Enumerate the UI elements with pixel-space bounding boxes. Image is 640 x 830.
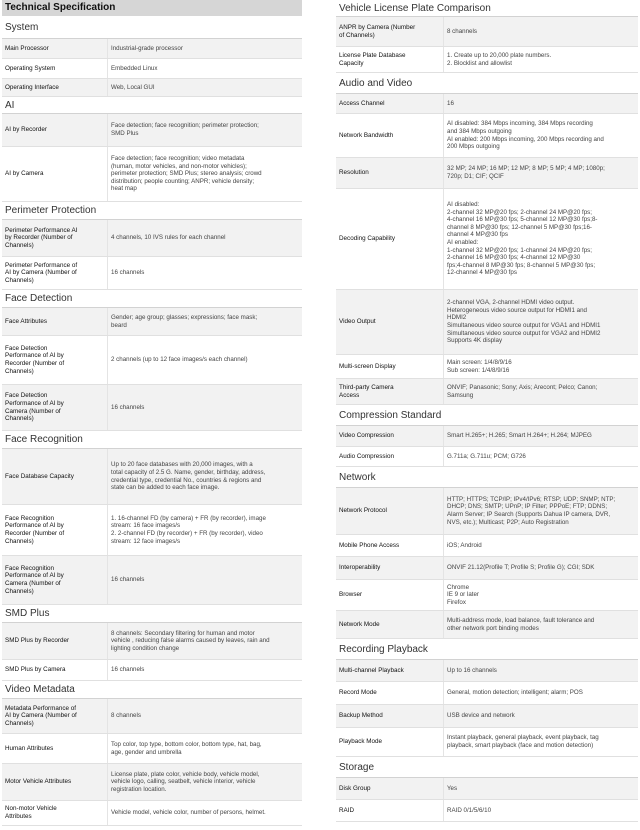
spec-label: Multi-screen Display <box>336 355 444 378</box>
spec-row <box>336 17 638 47</box>
spec-value: Up to 20 face databases with 20,000 images, with a total capacity of 2.5 G. Name, gender, birthday, address, credential type, credential No., countries & regions and state can be added to each face image. <box>111 461 266 492</box>
spec-value: Instant playback, general playback, event playback, tag playback, smart playback (face and motion detection) <box>447 734 599 749</box>
spec-value: 16 <box>447 99 454 107</box>
spec-row <box>336 728 638 757</box>
spec-row <box>336 447 638 467</box>
spec-row <box>2 385 302 431</box>
spec-label: Network Protocol <box>336 488 444 534</box>
section-header-vehicle-license-plate-comparison: Vehicle License Plate Comparison <box>336 0 638 17</box>
spec-value: Up to 16 channels <box>447 666 497 674</box>
spec-row <box>336 800 638 822</box>
spec-label: Browser <box>336 580 444 610</box>
spec-label: Video Compression <box>336 426 444 446</box>
spec-row <box>2 59 302 79</box>
spec-label: License Plate Database Capacity <box>336 47 444 72</box>
spec-row <box>2 220 302 257</box>
spec-value: License plate, plate color, vehicle body, vehicle model, vehicle logo, calling, seatbelt, vehicle interior, vehicle registration location. <box>111 770 260 793</box>
spec-row <box>2 699 302 734</box>
spec-row <box>2 449 302 505</box>
section-header-network: Network <box>336 467 638 488</box>
spec-row <box>2 257 302 290</box>
spec-label: Access Channel <box>336 94 444 113</box>
spec-row <box>2 39 302 59</box>
section-header-face-recognition: Face Recognition <box>2 431 302 449</box>
section-header-face-detection: Face Detection <box>2 290 302 308</box>
spec-value: 2-channel VGA, 2-channel HDMI video output. Heterogeneous video source output for HDMI1 and HDMI2 Simultaneous video source output for VGA1 and HDMI1 Simultaneous video source output for VGA2 and HDMI2 Supports 4K display <box>447 299 601 345</box>
spec-value: iOS; Android <box>447 541 482 549</box>
document-title: Technical Specification <box>2 0 302 16</box>
spec-value: Web, Local GUI <box>111 83 155 91</box>
spec-value: 16 channels <box>111 576 145 584</box>
spec-value: 1. Create up to 20,000 plate numbers. 2. Blocklist and allowlist <box>447 51 552 67</box>
spec-row <box>336 660 638 682</box>
section-header-smd-plus: SMD Plus <box>2 605 302 623</box>
left-column <box>2 0 302 826</box>
spec-row <box>336 557 638 580</box>
spec-row <box>336 379 638 405</box>
spec-label: Interoperability <box>336 557 444 579</box>
spec-value: Multi-address mode, load balance, fault tolerance and other network port binding modes <box>447 616 595 632</box>
spec-row <box>2 114 302 147</box>
spec-label: Face Recognition Performance of AI by Recorder (Number of Channels) <box>2 505 108 555</box>
spec-label: Perimeter Performance AI by Recorder (Number of Channels) <box>2 220 108 256</box>
spec-value: Main screen: 1/4/8/9/16 Sub screen: 1/4/8/9/16 <box>447 358 512 374</box>
spec-value: General, motion detection; intelligent; alarm; POS <box>447 689 583 697</box>
spec-value: Embedded Linux <box>111 64 158 72</box>
section-header-video-metadata: Video Metadata <box>2 681 302 699</box>
spec-label: AI by Camera <box>2 147 108 201</box>
spec-label: AI by Recorder <box>2 114 108 146</box>
section-header-storage: Storage <box>336 757 638 778</box>
spec-row <box>336 189 638 290</box>
spec-row <box>336 682 638 705</box>
spec-label: Face Database Capacity <box>2 449 108 504</box>
spec-row <box>336 705 638 728</box>
spec-value: HTTP; HTTPS; TCP/IP; IPv4/IPv6; RTSP; UDP; SNMP; NTP; DHCP; DNS; SMTP; UPnP; IP Filter; PPPoE; FTP; DDNS; Alarm Server; IP Search (Supports Dahua IP camera, DVR, NVS, etc.); Multicast; P2P; Auto Registration <box>447 495 616 526</box>
spec-label: SMD Plus by Camera <box>2 660 108 680</box>
spec-label: Playback Mode <box>336 728 444 756</box>
spec-label: Main Processor <box>2 39 108 58</box>
spec-value: Face detection; face recognition; video metadata (human, motor vehicles, and non-motor vehicles); perimeter protection; SMD Plus; stereo analysis; crowd distribution; people counting; ANPR; vehicle density; heat map <box>111 155 262 193</box>
spec-label: Operating Interface <box>2 79 108 96</box>
spec-row <box>336 535 638 557</box>
spec-label: Metadata Performance of AI by Camera (Number of Channels) <box>2 699 108 733</box>
spec-value: Vehicle model, vehicle color, number of persons, helmet. <box>111 809 266 817</box>
spec-row <box>336 158 638 189</box>
spec-label: Network Mode <box>336 611 444 638</box>
section-header-perimeter-protection: Perimeter Protection <box>2 202 302 220</box>
spec-label: Operating System <box>2 59 108 78</box>
spec-label: Non-motor Vehicle Attributes <box>2 801 108 825</box>
spec-row <box>336 488 638 535</box>
spec-row <box>2 764 302 801</box>
spec-row <box>336 290 638 355</box>
section-header-compression-standard: Compression Standard <box>336 405 638 426</box>
spec-value: 16 channels <box>111 403 145 411</box>
spec-label: Audio Compression <box>336 447 444 466</box>
spec-value: Industrial-grade processor <box>111 44 183 52</box>
spec-row <box>2 505 302 556</box>
spec-value: RAID 0/1/5/6/10 <box>447 806 492 814</box>
spec-row <box>2 801 302 826</box>
spec-label: ANPR by Camera (Number of Channels) <box>336 17 444 46</box>
right-column <box>336 0 638 822</box>
spec-row <box>2 336 302 385</box>
spec-row <box>2 79 302 97</box>
spec-value: 2 channels (up to 12 face images/s each channel) <box>111 356 248 364</box>
spec-row <box>336 778 638 800</box>
spec-row <box>2 660 302 681</box>
spec-label: Decoding Capability <box>336 189 444 289</box>
spec-value: 1. 16-channel FD (by camera) + FR (by recorder), image stream: 16 face images/s 2. 2-channel FD (by recorder) + FR (by recorder), video stream: 12 face images/s <box>111 514 266 545</box>
spec-value: Face detection; face recognition; perimeter protection; SMD Plus <box>111 122 259 137</box>
spec-value: Top color, top type, bottom color, bottom type, hat, bag, age, gender and umbrella <box>111 740 262 756</box>
spec-label: Face Detection Performance of AI by Camera (Number of Channels) <box>2 385 108 430</box>
spec-label: SMD Plus by Recorder <box>2 623 108 659</box>
spec-value: ONVIF; Panasonic; Sony; Axis; Arecont; Pelco; Canon; Samsung <box>447 383 598 399</box>
section-header-ai: AI <box>2 97 302 114</box>
spec-value: Gender; age group; glasses; expressions; face mask; beard <box>111 313 258 329</box>
spec-label: Resolution <box>336 158 444 188</box>
spec-row <box>336 47 638 73</box>
spec-row <box>336 94 638 114</box>
spec-value: G.711a; G.711u; PCM; G726 <box>447 452 526 460</box>
spec-value: Chrome IE 9 or later Firefox <box>447 583 479 606</box>
spec-value: 4 channels, 10 IVS rules for each channel <box>111 234 226 242</box>
spec-value: Smart H.265+; H.265; Smart H.264+; H.264; MJPEG <box>447 432 592 440</box>
spec-label: Backup Method <box>336 705 444 727</box>
spec-value: 32 MP; 24 MP; 16 MP; 12 MP; 8 MP; 5 MP; 4 MP; 1080p; 720p; D1; CIF; QCIF <box>447 165 605 180</box>
spec-value: 8 channels <box>111 712 141 720</box>
spec-label: RAID <box>336 800 444 821</box>
spec-row <box>336 611 638 639</box>
spec-value: 16 channels <box>111 269 145 277</box>
spec-label: Third-party Camera Access <box>336 379 444 404</box>
spec-value: USB device and network <box>447 712 515 720</box>
spec-label: Face Detection Performance of AI by Recorder (Number of Channels) <box>2 336 108 384</box>
spec-value: 8 channels: Secondary filtering for human and motor vehicle , reducing false alarms caused by leaves, rain and lighting condition change <box>111 629 270 652</box>
spec-label: Video Output <box>336 290 444 354</box>
spec-row <box>2 734 302 764</box>
section-header-recording-playback: Recording Playback <box>336 639 638 660</box>
spec-row <box>336 114 638 158</box>
spec-label: Human Attributes <box>2 734 108 763</box>
spec-row <box>2 556 302 605</box>
spec-label: Perimeter Performance of AI by Camera (Number of Channels) <box>2 257 108 289</box>
spec-value: 8 channels <box>447 27 477 35</box>
spec-row <box>2 623 302 660</box>
spec-row <box>336 355 638 379</box>
spec-value: 16 channels <box>111 666 145 674</box>
spec-label: Multi-channel Playback <box>336 660 444 681</box>
spec-label: Face Recognition Performance of AI by Camera (Number of Channels) <box>2 556 108 604</box>
spec-label: Face Attributes <box>2 308 108 335</box>
spec-value: ONVIF 21.12(Profile T; Profile S; Profile G); CGI; SDK <box>447 564 595 572</box>
spec-value: Yes <box>447 784 458 792</box>
spec-row <box>2 308 302 336</box>
section-header-audio-and-video: Audio and Video <box>336 73 638 94</box>
spec-label: Mobile Phone Access <box>336 535 444 556</box>
spec-label: Record Mode <box>336 682 444 704</box>
spec-row <box>336 580 638 611</box>
spec-label: Network Bandwidth <box>336 114 444 157</box>
spec-value: AI disabled: 384 Mbps incoming, 384 Mbps recording and 384 Mbps outgoing AI enabled: 200 Mbps incoming, 200 Mbps recording and 200 Mbps outgoing <box>447 120 604 151</box>
spec-value: AI disabled: 2-channel 32 MP@20 fps; 2-channel 24 MP@20 fps; 4-channel 16 MP@30 fps; 5-channel 12 MP@30 fps;8- channel 8 MP@30 fps; 12-channel 5 MP@30 fps;16- channel 4 MP@30 fps AI enabled: 1-channel 32 MP@20 fps; 1-channel 24 MP@20 fps; 2-channel 16 MP@30 fps; 4-channel 12 MP@30 fps;4-channel 8 MP@30 fps; 8-channel 5 MP@30 fps; 12-channel 4 MP@30 fps <box>447 201 598 277</box>
spec-label: Motor Vehicle Attributes <box>2 764 108 800</box>
spec-label: Disk Group <box>336 778 444 799</box>
section-header-system: System <box>2 16 302 39</box>
spec-row <box>336 426 638 447</box>
spec-row <box>2 147 302 202</box>
